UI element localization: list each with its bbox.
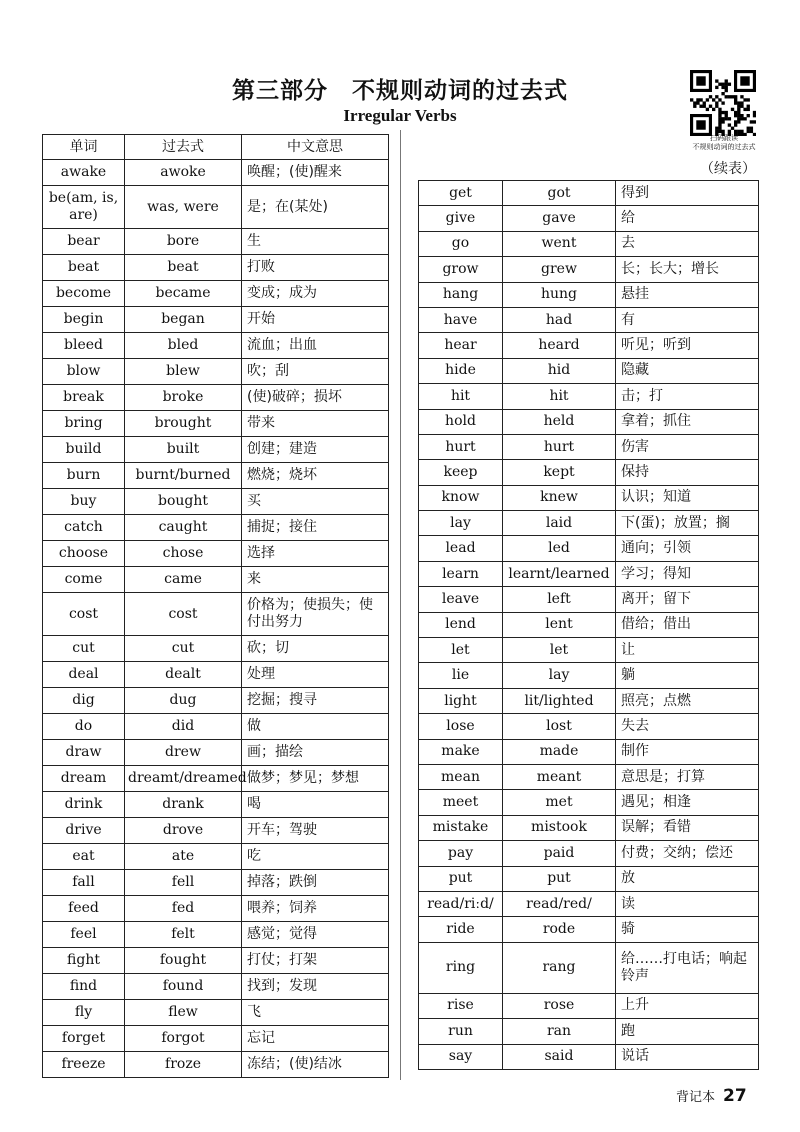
- cell-past-tense: mistook: [503, 815, 616, 840]
- cell-meaning: 学习；得知: [616, 561, 759, 586]
- cell-meaning: 说话: [616, 1044, 759, 1069]
- cell-word: blow: [43, 359, 125, 385]
- qr-caption-line1: 扫码跟读: [710, 134, 738, 142]
- table-row: [419, 485, 759, 510]
- cell-meaning: 飞: [242, 1000, 389, 1026]
- table-row: [43, 281, 389, 307]
- cell-past-tense: dreamt/dreamed: [125, 766, 242, 792]
- cell-word: grow: [419, 257, 503, 282]
- cell-word: lead: [419, 536, 503, 561]
- cell-past-tense: got: [503, 181, 616, 206]
- page-title: 第三部分 不规则动词的过去式: [232, 78, 568, 104]
- cell-word: feel: [43, 922, 125, 948]
- cell-word: hear: [419, 333, 503, 358]
- table-row: [43, 333, 389, 359]
- cell-word: begin: [43, 307, 125, 333]
- cell-word: hurt: [419, 434, 503, 459]
- cell-past-tense: dug: [125, 688, 242, 714]
- cell-word: rise: [419, 993, 503, 1018]
- table-row: [43, 411, 389, 437]
- cell-past-tense: had: [503, 307, 616, 332]
- qr-caption: [676, 134, 772, 152]
- cell-meaning: 捕捉；接住: [242, 515, 389, 541]
- cell-word: burn: [43, 463, 125, 489]
- table-row: [419, 587, 759, 612]
- table-row: [43, 359, 389, 385]
- cell-past-tense: learnt/learned: [503, 561, 616, 586]
- table-row: [43, 974, 389, 1000]
- cell-past-tense: met: [503, 790, 616, 815]
- cell-word: fight: [43, 948, 125, 974]
- cell-word: feed: [43, 896, 125, 922]
- cell-meaning: 去: [616, 231, 759, 256]
- cell-meaning: 来: [242, 567, 389, 593]
- cell-meaning: 吹；刮: [242, 359, 389, 385]
- cell-past-tense: paid: [503, 841, 616, 866]
- table-row: [419, 181, 759, 206]
- cell-past-tense: kept: [503, 460, 616, 485]
- table-row: [43, 714, 389, 740]
- cell-word: know: [419, 485, 503, 510]
- cell-meaning: 拿着；抓住: [616, 409, 759, 434]
- table-row: [43, 567, 389, 593]
- table-row: [43, 766, 389, 792]
- cell-word: run: [419, 1019, 503, 1044]
- table-row: [419, 409, 759, 434]
- table-row: [43, 593, 389, 636]
- table-row: [419, 612, 759, 637]
- cell-word: find: [43, 974, 125, 1000]
- book-label: 背记本: [676, 1090, 716, 1105]
- table-row: [419, 460, 759, 485]
- table-row: [419, 231, 759, 256]
- cell-past-tense: held: [503, 409, 616, 434]
- cell-word: mistake: [419, 815, 503, 840]
- cell-word: freeze: [43, 1052, 125, 1078]
- cell-meaning: 失去: [616, 714, 759, 739]
- table-row: [419, 891, 759, 916]
- cell-word: ride: [419, 917, 503, 942]
- table-row: [43, 160, 389, 186]
- table-row: [419, 638, 759, 663]
- cell-past-tense: went: [503, 231, 616, 256]
- verb-table-left: [42, 134, 389, 1078]
- cell-word: choose: [43, 541, 125, 567]
- cell-meaning: 找到；发现: [242, 974, 389, 1000]
- cell-past-tense: chose: [125, 541, 242, 567]
- cell-meaning: 做梦；梦见；梦想: [242, 766, 389, 792]
- cell-word: drive: [43, 818, 125, 844]
- cell-past-tense: cut: [125, 636, 242, 662]
- cell-meaning: 悬挂: [616, 282, 759, 307]
- verb-table-right: [418, 180, 759, 1070]
- table-row: [419, 942, 759, 993]
- cell-past-tense: felt: [125, 922, 242, 948]
- table-row: [43, 1052, 389, 1078]
- cell-word: forget: [43, 1026, 125, 1052]
- cell-meaning: 掉落；跌倒: [242, 870, 389, 896]
- table-row: [43, 255, 389, 281]
- cell-word: hold: [419, 409, 503, 434]
- table-row: [43, 948, 389, 974]
- cell-meaning: 冻结；(使)结冰: [242, 1052, 389, 1078]
- qr-code[interactable]: [690, 70, 756, 136]
- cell-word: ring: [419, 942, 503, 993]
- cell-past-tense: blew: [125, 359, 242, 385]
- cell-past-tense: began: [125, 307, 242, 333]
- cell-past-tense: hurt: [503, 434, 616, 459]
- cell-word: hit: [419, 384, 503, 409]
- cell-word: fall: [43, 870, 125, 896]
- cell-word: bring: [43, 411, 125, 437]
- table-row: [43, 437, 389, 463]
- cell-past-tense: drank: [125, 792, 242, 818]
- header-meaning: 中文意思: [242, 135, 389, 160]
- table-row: [43, 307, 389, 333]
- cell-past-tense: drove: [125, 818, 242, 844]
- table-row: [43, 662, 389, 688]
- cell-word: catch: [43, 515, 125, 541]
- cell-past-tense: froze: [125, 1052, 242, 1078]
- cell-meaning: 意思是；打算: [616, 764, 759, 789]
- cell-past-tense: built: [125, 437, 242, 463]
- cell-meaning: 让: [616, 638, 759, 663]
- table-row: [419, 206, 759, 231]
- cell-past-tense: broke: [125, 385, 242, 411]
- cell-word: bleed: [43, 333, 125, 359]
- cell-past-tense: did: [125, 714, 242, 740]
- cell-meaning: 下(蛋)；放置；搁: [616, 511, 759, 536]
- cell-meaning: 买: [242, 489, 389, 515]
- cell-word: lie: [419, 663, 503, 688]
- cell-meaning: 保持: [616, 460, 759, 485]
- page-subtitle: Irregular Verbs: [343, 106, 457, 125]
- table-row: [43, 541, 389, 567]
- cell-word: drink: [43, 792, 125, 818]
- table-row: [419, 714, 759, 739]
- cell-word: leave: [419, 587, 503, 612]
- cell-past-tense: bled: [125, 333, 242, 359]
- cell-past-tense: rose: [503, 993, 616, 1018]
- continued-label: （续表）: [700, 161, 756, 177]
- cell-past-tense: awoke: [125, 160, 242, 186]
- cell-meaning: 变成；成为: [242, 281, 389, 307]
- cell-meaning: 放: [616, 866, 759, 891]
- cell-meaning: 误解；看错: [616, 815, 759, 840]
- cell-meaning: 离开；留下: [616, 587, 759, 612]
- cell-word: hang: [419, 282, 503, 307]
- table-row: [419, 917, 759, 942]
- cell-meaning: 感觉；觉得: [242, 922, 389, 948]
- cell-word: say: [419, 1044, 503, 1069]
- cell-past-tense: meant: [503, 764, 616, 789]
- cell-meaning: 有: [616, 307, 759, 332]
- page-footer: [676, 1086, 747, 1106]
- cell-past-tense: rang: [503, 942, 616, 993]
- cell-word: let: [419, 638, 503, 663]
- cell-word: give: [419, 206, 503, 231]
- cell-past-tense: said: [503, 1044, 616, 1069]
- cell-past-tense: lost: [503, 714, 616, 739]
- cell-word: come: [43, 567, 125, 593]
- cell-past-tense: cost: [125, 593, 242, 636]
- cell-word: learn: [419, 561, 503, 586]
- cell-past-tense: led: [503, 536, 616, 561]
- table-row: [43, 870, 389, 896]
- cell-word: go: [419, 231, 503, 256]
- cell-word: bear: [43, 229, 125, 255]
- cell-past-tense: knew: [503, 485, 616, 510]
- cell-past-tense: fed: [125, 896, 242, 922]
- cell-word: read/riːd/: [419, 891, 503, 916]
- cell-meaning: 流血；出血: [242, 333, 389, 359]
- table-row: [43, 740, 389, 766]
- cell-meaning: 选择: [242, 541, 389, 567]
- cell-meaning: 跑: [616, 1019, 759, 1044]
- cell-meaning: 创建；建造: [242, 437, 389, 463]
- table-row: [419, 739, 759, 764]
- cell-meaning: 处理: [242, 662, 389, 688]
- page-number: 27: [723, 1086, 747, 1106]
- cell-past-tense: heard: [503, 333, 616, 358]
- cell-meaning: 遇见；相逢: [616, 790, 759, 815]
- cell-word: dig: [43, 688, 125, 714]
- cell-past-tense: lent: [503, 612, 616, 637]
- cell-word: fly: [43, 1000, 125, 1026]
- cell-word: hide: [419, 358, 503, 383]
- cell-meaning: 隐藏: [616, 358, 759, 383]
- cell-word: cut: [43, 636, 125, 662]
- cell-word: pay: [419, 841, 503, 866]
- cell-meaning: 伤害: [616, 434, 759, 459]
- cell-word: become: [43, 281, 125, 307]
- cell-past-tense: beat: [125, 255, 242, 281]
- cell-past-tense: drew: [125, 740, 242, 766]
- cell-past-tense: left: [503, 587, 616, 612]
- table-row: [43, 922, 389, 948]
- cell-word: draw: [43, 740, 125, 766]
- column-divider: [400, 130, 401, 1080]
- cell-meaning: 喂养；饲养: [242, 896, 389, 922]
- cell-meaning: (使)破碎；损坏: [242, 385, 389, 411]
- cell-word: beat: [43, 255, 125, 281]
- cell-meaning: 吃: [242, 844, 389, 870]
- cell-meaning: 给……打电话；响起铃声: [616, 942, 759, 993]
- cell-past-tense: grew: [503, 257, 616, 282]
- cell-past-tense: ran: [503, 1019, 616, 1044]
- cell-meaning: 击；打: [616, 384, 759, 409]
- cell-meaning: 做: [242, 714, 389, 740]
- cell-word: dream: [43, 766, 125, 792]
- cell-meaning: 上升: [616, 993, 759, 1018]
- cell-meaning: 打仗；打架: [242, 948, 389, 974]
- cell-past-tense: became: [125, 281, 242, 307]
- cell-meaning: 照亮；点燃: [616, 688, 759, 713]
- table-row: [419, 257, 759, 282]
- cell-past-tense: fought: [125, 948, 242, 974]
- cell-meaning: 开车；驾驶: [242, 818, 389, 844]
- cell-meaning: 读: [616, 891, 759, 916]
- cell-word: buy: [43, 489, 125, 515]
- cell-word: lend: [419, 612, 503, 637]
- table-row: [43, 1000, 389, 1026]
- cell-past-tense: bore: [125, 229, 242, 255]
- cell-meaning: 挖掘；搜寻: [242, 688, 389, 714]
- table-row: [43, 844, 389, 870]
- table-row: [43, 818, 389, 844]
- table-row: [43, 1026, 389, 1052]
- table-row: [43, 463, 389, 489]
- cell-past-tense: fell: [125, 870, 242, 896]
- cell-past-tense: dealt: [125, 662, 242, 688]
- cell-word: build: [43, 437, 125, 463]
- cell-word: cost: [43, 593, 125, 636]
- table-row: [419, 866, 759, 891]
- cell-word: do: [43, 714, 125, 740]
- table-row: [419, 536, 759, 561]
- cell-past-tense: hit: [503, 384, 616, 409]
- cell-meaning: 制作: [616, 739, 759, 764]
- cell-meaning: 开始: [242, 307, 389, 333]
- table-header-row: [43, 135, 389, 160]
- cell-past-tense: laid: [503, 511, 616, 536]
- table-row: [419, 333, 759, 358]
- cell-past-tense: lit/lighted: [503, 688, 616, 713]
- cell-word: light: [419, 688, 503, 713]
- cell-word: eat: [43, 844, 125, 870]
- header-word: 单词: [43, 135, 125, 160]
- cell-word: put: [419, 866, 503, 891]
- table-row: [419, 841, 759, 866]
- cell-past-tense: burnt/burned: [125, 463, 242, 489]
- cell-past-tense: gave: [503, 206, 616, 231]
- cell-word: make: [419, 739, 503, 764]
- cell-meaning: 给: [616, 206, 759, 231]
- cell-word: get: [419, 181, 503, 206]
- table-row: [43, 636, 389, 662]
- cell-past-tense: came: [125, 567, 242, 593]
- table-row: [43, 896, 389, 922]
- table-row: [419, 663, 759, 688]
- cell-past-tense: forgot: [125, 1026, 242, 1052]
- cell-meaning: 通向；引领: [616, 536, 759, 561]
- cell-past-tense: hung: [503, 282, 616, 307]
- cell-past-tense: ate: [125, 844, 242, 870]
- cell-word: break: [43, 385, 125, 411]
- cell-word: mean: [419, 764, 503, 789]
- cell-meaning: 骑: [616, 917, 759, 942]
- table-row: [419, 764, 759, 789]
- cell-meaning: 长；长大；增长: [616, 257, 759, 282]
- table-row: [419, 993, 759, 1018]
- cell-meaning: 画；描绘: [242, 740, 389, 766]
- header-past-tense: 过去式: [125, 135, 242, 160]
- cell-word: deal: [43, 662, 125, 688]
- cell-past-tense: flew: [125, 1000, 242, 1026]
- cell-past-tense: rode: [503, 917, 616, 942]
- cell-past-tense: brought: [125, 411, 242, 437]
- cell-meaning: 燃烧；烧坏: [242, 463, 389, 489]
- table-row: [419, 511, 759, 536]
- cell-word: keep: [419, 460, 503, 485]
- cell-meaning: 喝: [242, 792, 389, 818]
- cell-past-tense: found: [125, 974, 242, 1000]
- cell-past-tense: let: [503, 638, 616, 663]
- cell-meaning: 付费；交纳；偿还: [616, 841, 759, 866]
- cell-meaning: 躺: [616, 663, 759, 688]
- table-row: [43, 489, 389, 515]
- table-row: [419, 790, 759, 815]
- cell-past-tense: read/red/: [503, 891, 616, 916]
- cell-past-tense: hid: [503, 358, 616, 383]
- cell-word: lay: [419, 511, 503, 536]
- cell-meaning: 忘记: [242, 1026, 389, 1052]
- cell-word: lose: [419, 714, 503, 739]
- table-row: [419, 307, 759, 332]
- cell-word: meet: [419, 790, 503, 815]
- cell-meaning: 是；在(某处): [242, 186, 389, 229]
- cell-meaning: 借给；借出: [616, 612, 759, 637]
- table-row: [419, 384, 759, 409]
- cell-meaning: 打败: [242, 255, 389, 281]
- table-row: [419, 688, 759, 713]
- cell-past-tense: put: [503, 866, 616, 891]
- qr-code-icon: [690, 70, 756, 136]
- table-row: [419, 561, 759, 586]
- table-row: [419, 815, 759, 840]
- cell-meaning: 带来: [242, 411, 389, 437]
- cell-past-tense: was, were: [125, 186, 242, 229]
- table-row: [419, 282, 759, 307]
- cell-word: have: [419, 307, 503, 332]
- table-row: [43, 688, 389, 714]
- table-row: [419, 1044, 759, 1069]
- table-row: [43, 186, 389, 229]
- cell-word: awake: [43, 160, 125, 186]
- cell-past-tense: made: [503, 739, 616, 764]
- table-row: [419, 358, 759, 383]
- cell-meaning: 认识；知道: [616, 485, 759, 510]
- table-row: [43, 229, 389, 255]
- table-row: [419, 434, 759, 459]
- cell-past-tense: bought: [125, 489, 242, 515]
- table-row: [419, 1019, 759, 1044]
- cell-meaning: 得到: [616, 181, 759, 206]
- cell-meaning: 听见；听到: [616, 333, 759, 358]
- cell-word: be(am, is, are): [43, 186, 125, 229]
- cell-meaning: 生: [242, 229, 389, 255]
- cell-meaning: 砍；切: [242, 636, 389, 662]
- cell-past-tense: lay: [503, 663, 616, 688]
- cell-meaning: 价格为；使损失；使付出努力: [242, 593, 389, 636]
- cell-meaning: 唤醒；(使)醒来: [242, 160, 389, 186]
- table-row: [43, 792, 389, 818]
- qr-caption-line2: 不规则动词的过去式: [692, 143, 756, 151]
- table-row: [43, 515, 389, 541]
- table-row: [43, 385, 389, 411]
- cell-past-tense: caught: [125, 515, 242, 541]
